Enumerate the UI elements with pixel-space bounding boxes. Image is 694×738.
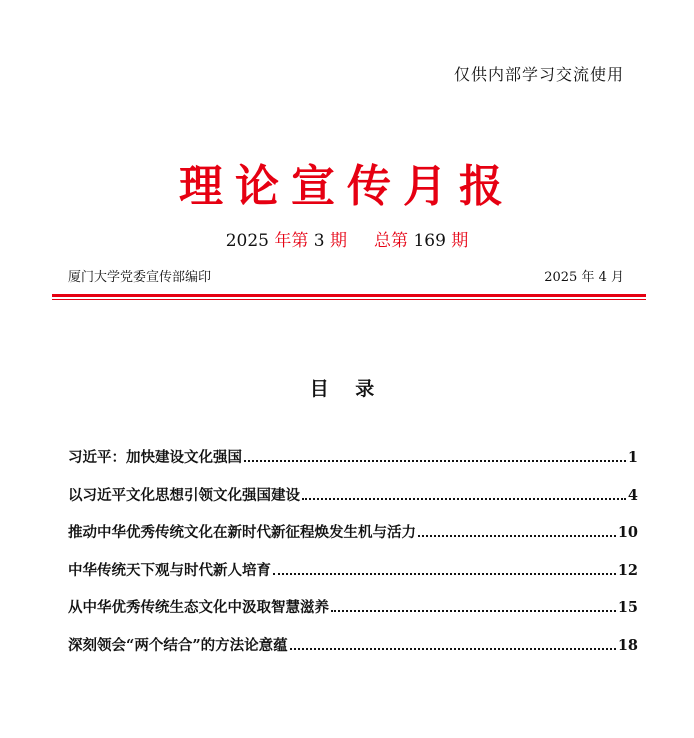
- issue-number-suffix: 期: [324, 231, 347, 251]
- toc-item-title: 深刻领会“两个结合”的方法论意蕴: [68, 636, 288, 654]
- toc-leader-dots: [331, 610, 616, 612]
- table-of-contents: [68, 446, 638, 672]
- toc-leader-dots: [418, 535, 616, 537]
- toc-item-page: 15: [617, 599, 638, 617]
- issue-line: [0, 226, 694, 251]
- toc-item-title: 以习近平文化思想引领文化强国建设: [68, 486, 300, 504]
- toc-item-title: 推动中华优秀传统文化在新时代新征程焕发生机与活力: [68, 524, 416, 542]
- toc-item[interactable]: [68, 596, 638, 634]
- toc-item-page: 18: [617, 636, 638, 654]
- toc-item-page: 12: [617, 561, 638, 579]
- publish-date: 2025 年 4 月: [544, 270, 624, 285]
- toc-item-title: 习近平：加快建设文化强国: [68, 449, 242, 466]
- toc-item-page: 1: [627, 449, 638, 466]
- toc-leader-dots: [244, 460, 626, 462]
- masthead-title: 理论宣传月报: [179, 161, 515, 212]
- toc-item[interactable]: [68, 559, 638, 597]
- toc-item[interactable]: [68, 484, 638, 522]
- issue-number: 3: [313, 231, 325, 251]
- toc-item[interactable]: [68, 446, 638, 484]
- toc-title: 目 录: [309, 378, 385, 400]
- toc-item-page: 4: [627, 486, 638, 504]
- issue-year-suffix: 年第: [268, 231, 314, 251]
- total-prefix: 总第: [374, 231, 414, 251]
- total-number: 169: [413, 231, 446, 251]
- toc-item-title: 中华传统天下观与时代新人培育: [68, 561, 271, 579]
- header-divider-thick: [52, 294, 646, 297]
- internal-use-notice: 仅供内部学习交流使用: [453, 65, 624, 84]
- total-suffix: 期: [445, 231, 469, 251]
- toc-item-page: 10: [617, 524, 638, 542]
- header-divider-thin: [52, 299, 646, 300]
- publisher: 厦门大学党委宣传部编印: [68, 270, 212, 285]
- toc-item[interactable]: [68, 634, 638, 672]
- issue-year: 2025: [225, 231, 269, 251]
- toc-leader-dots: [273, 573, 616, 575]
- toc-leader-dots: [302, 498, 626, 500]
- toc-item[interactable]: [68, 521, 638, 559]
- toc-leader-dots: [290, 648, 616, 650]
- toc-item-title: 从中华优秀传统生态文化中汲取智慧滋养: [68, 599, 329, 617]
